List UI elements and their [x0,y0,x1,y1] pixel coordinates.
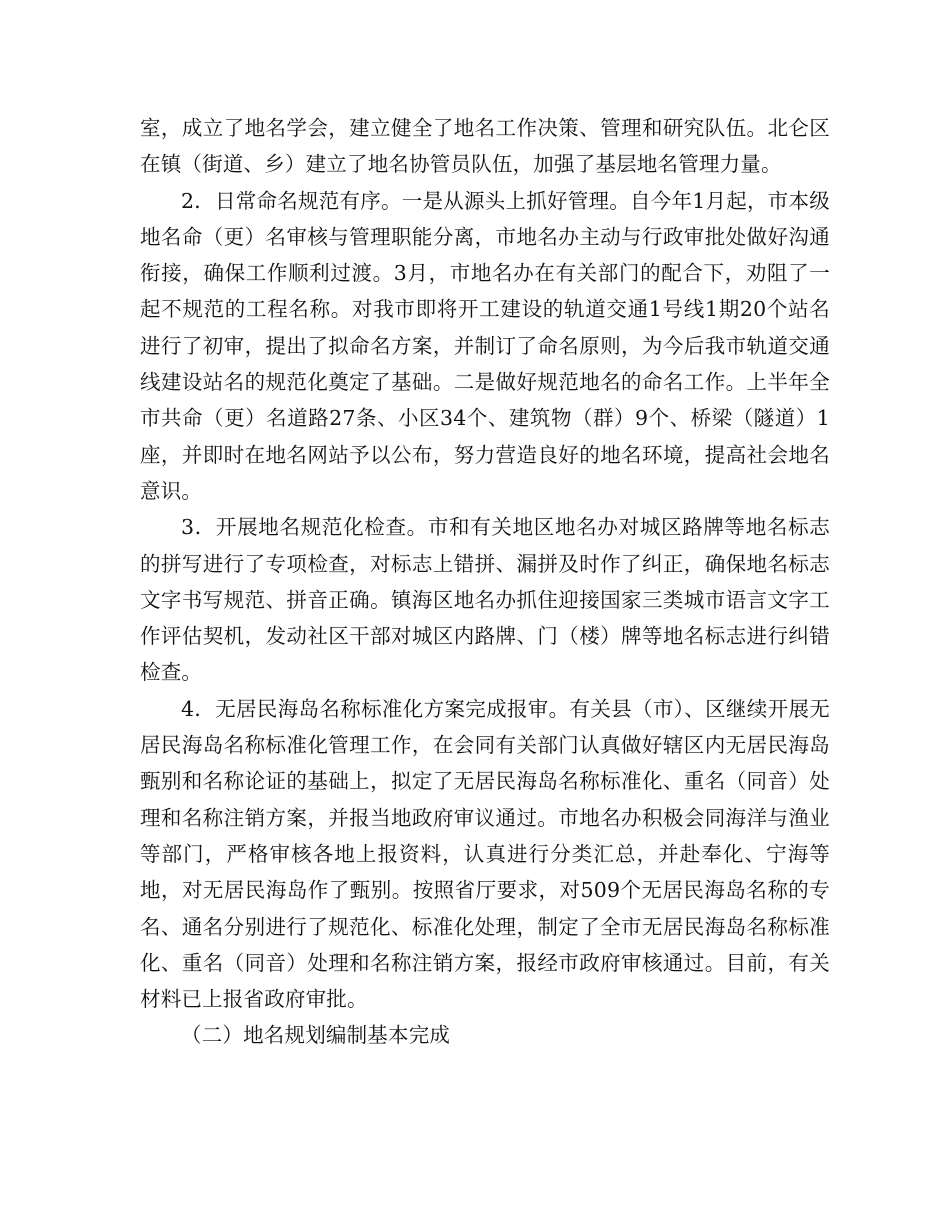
paragraph-continuation: 室，成立了地名学会，建立健全了地名工作决策、管理和研究队伍。北仑区在镇（街道、乡）建立了地名协管员队伍，加强了基层地名管理力量。 [140,116,830,177]
section-heading: （二）地名规划编制基本完成 [181,1023,451,1048]
paragraph-island-names: 4．无居民海岛名称标准化方案完成报审。有关县（市）、区继续开展无居民海岛名称标准化管理工作，在会同有关部门认真做好辖区内无居民海岛甄别和名称论证的基础上，拟定了无居民海岛名称标准化、重名（同音）处理和名称注销方案，并报当地政府审议通过。市地名办积极会同海洋与渔业等部门，严格审核各地上报资料，认真进行分类汇总，并赴奉化、宁海等地，对无居民海岛作了甄别。按照省厅要求，对509个无居民海岛名称的专名、通名分别进行了规范化、标准化处理，制定了全市无居民海岛名称标准化、重名（同音）处理和名称注销方案，报经市政府审核通过。目前，有关材料已上报省政府审批。 [140,696,830,1012]
paragraph-daily-naming: 2．日常命名规范有序。一是从源头上抓好管理。自今年1月起，市本级地名命（更）名审核与管理职能分离，市地名办主动与行政审批处做好沟通衔接，确保工作顺利过渡。3月，市地名办在有关部门的配合下，劝阻了一起不规范的工程名称。对我市即将开工建设的轨道交通1号线1期20个站名进行了初审，提出了拟命名方案，并制订了命名原则，为今后我市轨道交通线建设站名的规范化奠定了基础。二是做好规范地名的命名工作。上半年全市共命（更）名道路27条、小区34个、建筑物（群）9个、桥梁（隧道）1座，并即时在地名网站予以公布，努力营造良好的地名环境，提高社会地名意识。 [140,188,830,503]
paragraph-standardization-check: 3．开展地名规范化检查。市和有关地区地名办对城区路牌等地名标志的拼写进行了专项检查，对标志上错拼、漏拼及时作了纠正，确保地名标志文字书写规范、拼音正确。镇海区地名办抓住迎接国家三类城市语言文字工作评估契机，发动社区干部对城区内路牌、门（楼）牌等地名标志进行纠错检查。 [140,515,830,685]
document-page [140,110,830,1054]
